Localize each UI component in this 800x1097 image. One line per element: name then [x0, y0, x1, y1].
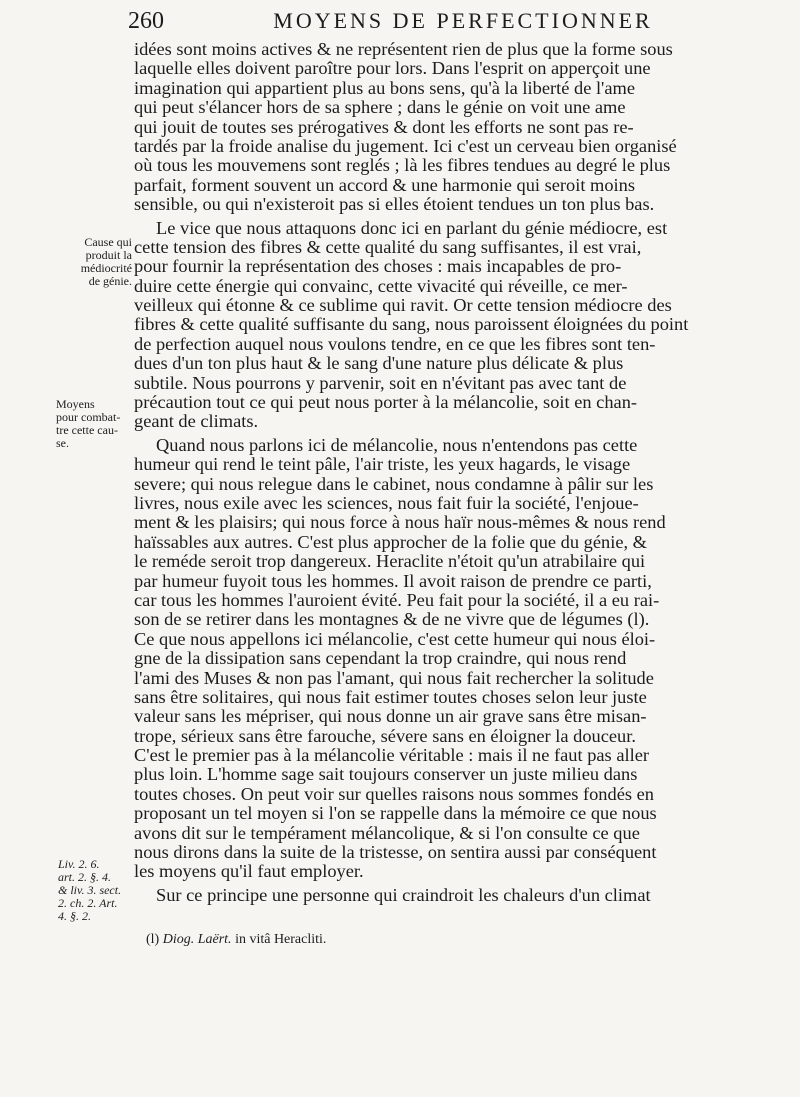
margin-note-line: & liv. 3. sect.: [58, 883, 122, 897]
margin-note-line: médiocrité: [80, 261, 132, 275]
text-line: geant de climats.: [134, 412, 259, 432]
text-line: trope, sérieux sans être farouche, sévere sans en éloigner la douceur.: [134, 726, 636, 746]
body-text: [134, 40, 736, 905]
text-line: les moyens qu'il faut employer.: [134, 862, 364, 882]
footnote: [146, 932, 706, 948]
text-line: Le vice que nous attaquons donc ici en parlant du génie médiocre, est: [156, 218, 668, 238]
margin-note-line: pour combat-: [56, 410, 121, 424]
text-line: où tous les mouvemens sont reglés ; là les fibres tendues au degré le plus: [134, 156, 671, 176]
text-line: par humeur fuyoit tous les hommes. Il avoit raison de prendre ce parti,: [134, 571, 652, 591]
margin-note-line: produit la: [85, 248, 132, 262]
margin-note-moyens: [56, 398, 140, 450]
text-line: qui jouit de toutes ses prérogatives & dont les efforts ne sont pas re-: [134, 117, 634, 137]
page-header: [128, 6, 738, 36]
text-line: veilleux qui étonne & ce sublime qui ravit. Or cette tension médiocre des: [134, 296, 672, 316]
text-line: proposant un tel moyen si l'on se rappelle dans la mémoire ce que nous: [134, 804, 657, 824]
text-line: idées sont moins actives & ne représentent rien de plus que la forme sous: [134, 40, 673, 59]
text-line: duire cette énergie qui convainc, cette vivacité qui réveille, ce mer-: [134, 276, 628, 296]
text-line: haïssables aux autres. C'est plus approcher de la folie que du génie, &: [134, 532, 647, 552]
margin-note-line: Cause qui: [84, 235, 132, 249]
text-line: humeur qui rend le teint pâle, l'air triste, les yeux hagards, le visage: [134, 455, 631, 475]
margin-note-line: 2. ch. 2. Art.: [58, 896, 118, 910]
margin-note-line: se.: [56, 436, 69, 450]
text-line: subtile. Nous pourrons y parvenir, soit en n'évitant pas avec tant de: [134, 373, 627, 393]
running-title: MOYENS DE PERFECTIONNER: [273, 8, 653, 33]
text-line: Sur ce principe une personne qui craindroit les chaleurs d'un climat: [156, 885, 651, 905]
footnote-author: Diog. Laërt.: [162, 932, 232, 947]
margin-note-line: de génie.: [88, 274, 132, 288]
text-line: nous dirons dans la suite de la tristesse, on sentira aussi par conséquent: [134, 843, 657, 863]
text-line: Ce que nous appellons ici mélancolie, c'est cette humeur qui nous éloi-: [134, 629, 656, 649]
text-line: cette tension des fibres & cette qualité du sang suffisantes, il est vrai,: [134, 237, 642, 257]
text-line: précaution tout ce qui peut nous porter à la mélancolie, soit en chan-: [134, 393, 638, 413]
margin-note-line: Liv. 2. 6.: [58, 857, 100, 871]
text-line: ment & les plaisirs; qui nous force à nous haïr nous-mêmes & nous rend: [134, 513, 666, 533]
margin-note-line: Moyens: [56, 397, 95, 411]
margin-note-line: 4. §. 2.: [58, 909, 91, 923]
text-line: dues d'un ton plus haut & le sang d'une nature plus délicate & plus: [134, 354, 624, 374]
text-line: pour fournir la représentation des choses : mais incapables de pro-: [134, 257, 622, 277]
text-line: severe; qui nous relegue dans le cabinet, nous condamne à pâlir sur les: [134, 474, 654, 494]
text-line: Quand nous parlons ici de mélancolie, nous n'entendons pas cette: [156, 435, 638, 455]
text-line: de perfection auquel nous voulons tendre, en ce que les fibres sont ten-: [134, 334, 656, 354]
text-line: son de se retirer dans les montagnes & de ne vivre que de légumes (l).: [134, 610, 650, 630]
page-number: 260: [128, 8, 164, 34]
margin-note-cause: [48, 236, 132, 288]
text-line: parfait, forment souvent un accord & une harmonie qui seroit moins: [134, 175, 636, 195]
text-line: qui peut s'élancer hors de sa sphere ; dans le génie on voit une ame: [134, 98, 626, 118]
text-line: avons dit sur le tempérament mélancolique, & si l'on consulte ce que: [134, 823, 640, 843]
text-line: laquelle elles doivent paroître pour lors. Dans l'esprit on apperçoit une: [134, 59, 651, 79]
text-line: car tous les hommes l'auroient évité. Peu fait pour la société, il a eu rai-: [134, 590, 660, 610]
text-line: valeur sans les mépriser, qui nous donne un air grave sans être misan-: [134, 707, 647, 727]
margin-note-line: tre cette cau-: [56, 423, 118, 437]
text-line: tardés par la froide analise du jugement. Ici c'est un cerveau bien organisé: [134, 136, 677, 156]
text-line: l'ami des Muses & non pas l'amant, qui nous fait rechercher la solitude: [134, 668, 654, 688]
margin-note-line: art. 2. §. 4.: [58, 870, 112, 884]
text-line: toutes choses. On peut voir sur quelles raisons nous sommes fondés en: [134, 784, 654, 804]
footnote-marker: (l): [146, 932, 160, 947]
footnote-text: in vitâ Heracliti.: [235, 932, 327, 947]
text-line: fibres & cette qualité suffisante du sang, nous paroissent éloignées du point: [134, 315, 689, 335]
text-line: imagination qui appartient plus au bons sens, qu'à la liberté de l'ame: [134, 78, 636, 98]
margin-note-reference: [58, 858, 142, 923]
text-line: livres, nous exile avec les sciences, nous fait fuir la société, l'enjoue-: [134, 493, 639, 513]
text-line: C'est le premier pas à la mélancolie véritable : mais il ne faut pas aller: [134, 746, 649, 766]
text-line: gne de la dissipation sans cependant la trop craindre, qui nous rend: [134, 649, 627, 669]
text-line: plus loin. L'homme sage sait toujours conserver un juste milieu dans: [134, 765, 638, 785]
text-line: le reméde seroit trop dangereux. Heraclite n'étoit qu'un atrabilaire qui: [134, 552, 646, 572]
text-line: sensible, ou qui n'existeroit pas si elles étoient tendues un ton plus bas.: [134, 195, 655, 215]
text-line: sans être solitaires, qui nous fait estimer toutes choses selon leur juste: [134, 687, 647, 707]
